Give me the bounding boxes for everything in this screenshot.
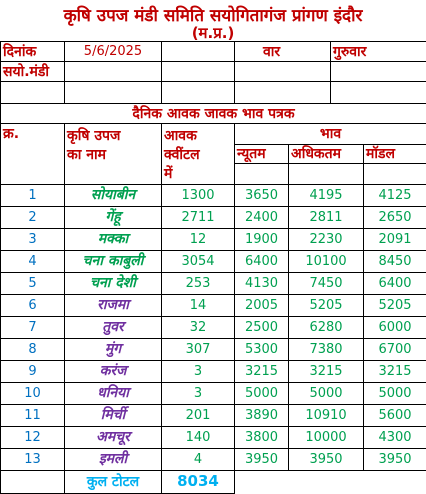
modal-price-cell: 8450 [364,250,426,272]
min-price-cell: 3950 [235,448,289,470]
max-price-cell: 3215 [289,360,364,382]
crop-name-cell: चना देशी [65,272,162,294]
min-price-cell: 6400 [235,250,289,272]
table-row [1,448,426,470]
sno-cell: 9 [1,360,65,382]
arrival-cell: 307 [162,338,235,360]
arrival-cell: 253 [162,272,235,294]
price-table [0,41,426,494]
crop-name-cell: चना काबुली [65,250,162,272]
crop-name-cell: करंज [65,360,162,382]
max-header: अधिकतम [289,144,364,163]
max-price-cell: 7380 [289,338,364,360]
max-price-cell: 6280 [289,316,364,338]
blank-cell [1,82,65,104]
min-price-cell: 2400 [235,206,289,228]
date-value: 5/6/2025 [65,42,162,62]
arrival-cell: 4 [162,448,235,470]
name-header-line2: का नाम [67,147,106,163]
total-row [1,470,426,493]
min-price-cell: 2005 [235,294,289,316]
max-price-cell: 5000 [289,382,364,404]
table-row [1,228,426,250]
table-row [1,272,426,294]
modal-price-cell: 6400 [364,272,426,294]
sno-cell: 8 [1,338,65,360]
table-row [1,404,426,426]
blank-cell [235,62,331,82]
sheet-title: कृषि उपज मंडी समिति सयोगितागंज प्रांगण इंदौर [0,3,426,26]
sno-cell: 2 [1,206,65,228]
arrival-cell: 3 [162,360,235,382]
blank-cell [331,82,426,104]
total-value: 8034 [162,470,235,493]
arrival-header [162,124,235,185]
name-header [65,124,162,185]
modal-header: मॉडल [364,144,426,163]
arrival-header-line2: क्वींटल [164,147,200,163]
min-price-cell: 3650 [235,184,289,206]
sno-cell: 1 [1,184,65,206]
table-row [1,206,426,228]
max-price-cell: 10100 [289,250,364,272]
crop-name-cell: मुंग [65,338,162,360]
max-price-cell: 3950 [289,448,364,470]
arrival-cell: 12 [162,228,235,250]
crop-name-cell: धनिया [65,382,162,404]
blank-cell [289,163,364,184]
sno-cell: 7 [1,316,65,338]
arrival-cell: 14 [162,294,235,316]
table-row [1,184,426,206]
mandi-label: सयो.मंडी [1,62,65,82]
min-price-cell: 5300 [235,338,289,360]
arrival-header-line3: में [164,166,172,182]
sno-header: क्र. [1,124,65,185]
sno-cell: 10 [1,382,65,404]
table-row [1,426,426,448]
modal-price-cell: 2650 [364,206,426,228]
crop-name-cell: इमली [65,448,162,470]
modal-price-cell: 2091 [364,228,426,250]
crop-name-cell: अमचूर [65,426,162,448]
day-value: गुरुवार [331,42,426,62]
min-header: न्यूतम [235,144,289,163]
min-price-cell: 1900 [235,228,289,250]
modal-price-cell: 6000 [364,316,426,338]
modal-price-cell: 5000 [364,382,426,404]
blank-cell [364,163,426,184]
arrival-cell: 140 [162,426,235,448]
sno-cell: 5 [1,272,65,294]
max-price-cell: 2811 [289,206,364,228]
min-price-cell: 3890 [235,404,289,426]
max-price-cell: 10000 [289,426,364,448]
min-price-cell: 4130 [235,272,289,294]
table-row [1,294,426,316]
max-price-cell: 7450 [289,272,364,294]
max-price-cell: 4195 [289,184,364,206]
table-row [1,316,426,338]
blank-cell [235,82,331,104]
table-row [1,382,426,404]
blank-cell [1,470,65,493]
blank-cell [162,62,235,82]
arrival-cell: 3 [162,382,235,404]
sno-cell: 4 [1,250,65,272]
modal-price-cell: 3215 [364,360,426,382]
crop-name-cell: राजमा [65,294,162,316]
day-label: वार [235,42,331,62]
crop-name-cell: सोयाबीन [65,184,162,206]
min-price-cell: 5000 [235,382,289,404]
max-price-cell: 10910 [289,404,364,426]
modal-price-cell: 4300 [364,426,426,448]
sno-cell: 3 [1,228,65,250]
modal-price-cell: 4125 [364,184,426,206]
min-price-cell: 3800 [235,426,289,448]
blank-cell [162,42,235,62]
arrival-cell: 201 [162,404,235,426]
price-header: भाव [235,124,426,145]
name-header-line1: कृषि उपज [67,128,120,144]
total-label: कुल टोटल [65,470,162,493]
date-label: दिनांक [1,42,65,62]
sno-cell: 6 [1,294,65,316]
max-price-cell: 2230 [289,228,364,250]
sno-cell: 12 [1,426,65,448]
arrival-cell: 32 [162,316,235,338]
modal-price-cell: 5600 [364,404,426,426]
modal-price-cell: 6700 [364,338,426,360]
arrival-cell: 1300 [162,184,235,206]
arrival-cell: 2711 [162,206,235,228]
modal-price-cell: 5205 [364,294,426,316]
sno-cell: 13 [1,448,65,470]
table-row [1,250,426,272]
max-price-cell: 5205 [289,294,364,316]
min-price-cell: 2500 [235,316,289,338]
crop-name-cell: तुवर [65,316,162,338]
blank-cell [162,82,235,104]
blank-cell [65,82,162,104]
blank-cell [235,163,289,184]
sno-cell: 11 [1,404,65,426]
report-title: दैनिक आवक जावक भाव पत्रक [1,104,426,124]
table-row [1,338,426,360]
sheet-subtitle: (म.प्र.) [0,23,426,43]
blank-cell [331,62,426,82]
arrival-header-line1: आवक [164,128,197,144]
table-row [1,360,426,382]
crop-name-cell: मक्का [65,228,162,250]
modal-price-cell: 3950 [364,448,426,470]
arrival-cell: 3054 [162,250,235,272]
crop-name-cell: मिर्ची [65,404,162,426]
blank-cell [65,62,162,82]
min-price-cell: 3215 [235,360,289,382]
crop-name-cell: गेंहू [65,206,162,228]
